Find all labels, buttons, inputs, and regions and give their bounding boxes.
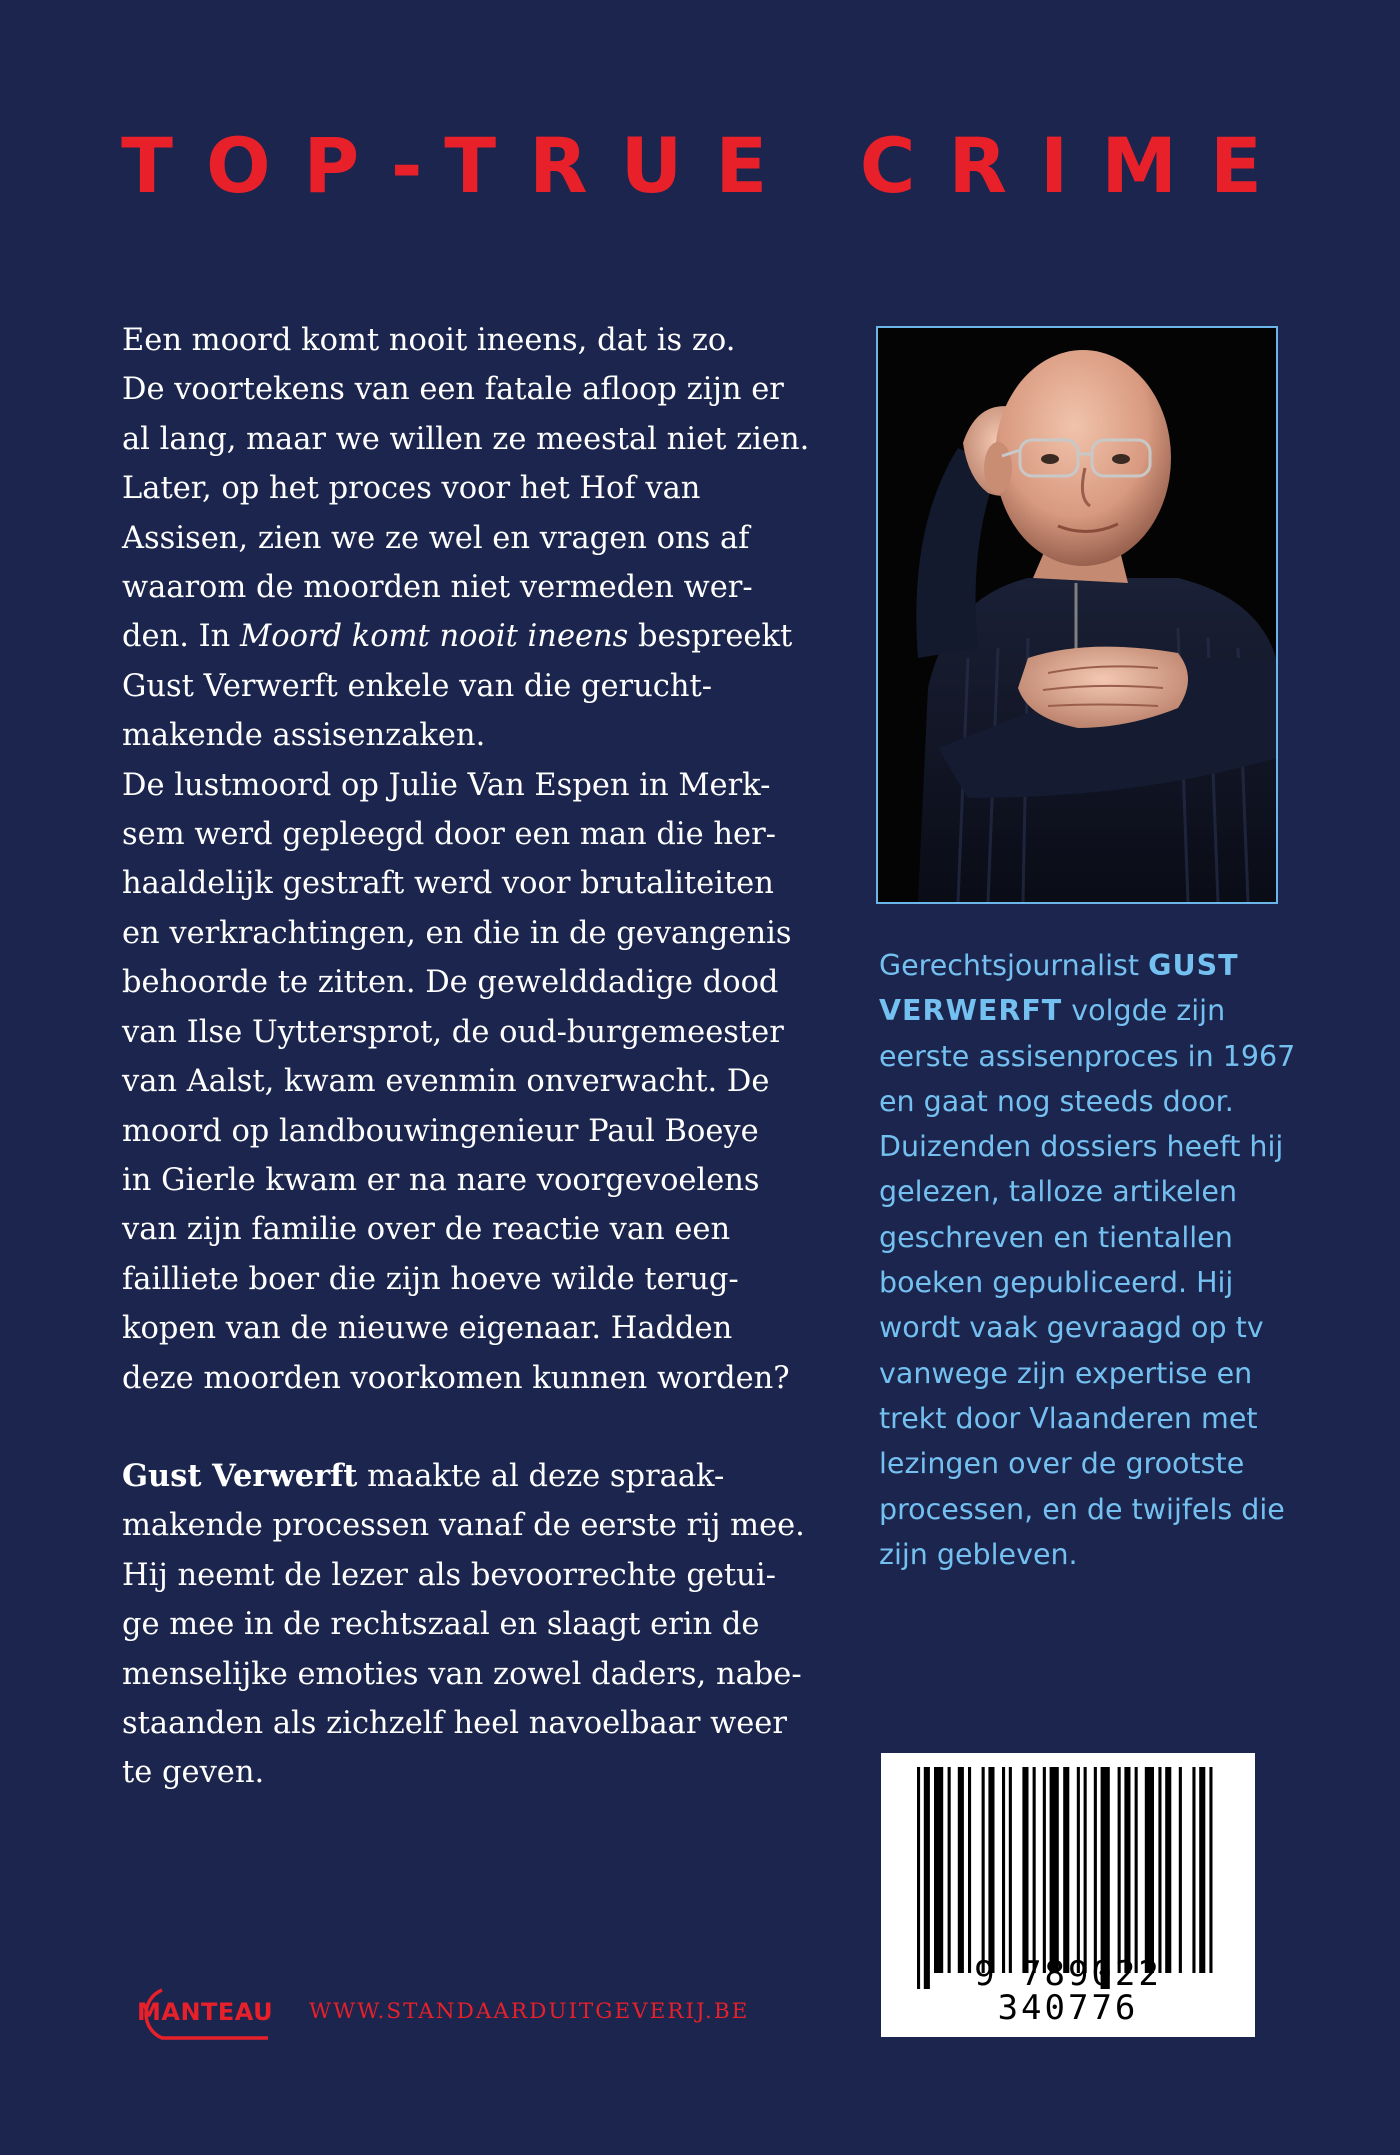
barcode-bar <box>1002 1767 1005 1973</box>
blurb-line: Gust Verwerft enkele van die gerucht- <box>122 668 713 704</box>
barcode-bar <box>958 1767 964 1973</box>
blurb-line: haaldelijk gestraft werd voor brutaliteiten <box>122 866 774 902</box>
barcode-bar <box>1145 1767 1154 1973</box>
barcode-bar <box>1050 1767 1059 1973</box>
bio-author-name: VERWERFT <box>879 994 1063 1028</box>
blurb-line: staanden als zichzelf heel navoelbaar weer <box>122 1705 787 1741</box>
blurb-line: behoorde te zitten. De gewelddadige dood <box>122 965 779 1001</box>
blurb-line: van Ilse Uyttersprot, de oud-burgemeester <box>122 1014 784 1050</box>
bio-line: Duizenden dossiers heeft hij <box>879 1130 1284 1164</box>
publisher-name: MANTEAU <box>137 1998 274 2026</box>
blurb-line: bespreekt <box>628 619 793 655</box>
author-bio <box>879 943 1299 1577</box>
barcode-bar <box>1084 1767 1087 1973</box>
barcode-bar <box>1118 1767 1121 1973</box>
bio-line: zijn gebleven. <box>879 1537 1078 1571</box>
barcode-bar <box>948 1767 951 1973</box>
blurb-paragraph-1 <box>122 316 822 761</box>
bio-line: volgde zijn <box>1062 994 1226 1028</box>
bio-line: eerste assisenproces in 1967 <box>879 1039 1296 1073</box>
paragraph-gap <box>122 1403 822 1452</box>
blurb-line: en verkrachtingen, en die in de gevangenis <box>122 915 792 951</box>
barcode-bar <box>1033 1767 1036 1973</box>
publisher-website[interactable]: WWW.STANDAARDUITGEVERIJ.BE <box>309 1999 750 2024</box>
blurb-line: ge mee in de rechtszaal en slaagt erin de <box>122 1607 760 1643</box>
blurb-line: waarom de moorden niet vermeden wer- <box>122 570 753 606</box>
author-photo <box>876 326 1278 904</box>
author-portrait-photo-icon <box>878 328 1276 902</box>
blurb-line: maakte al deze spraak- <box>357 1458 725 1494</box>
bio-line: boeken gepubliceerd. Hij <box>879 1266 1234 1300</box>
barcode-bar <box>968 1767 971 1973</box>
blurb-line: kopen van de nieuwe eigenaar. Hadden <box>122 1311 733 1347</box>
barcode-bar <box>1135 1767 1138 1973</box>
barcode-bar <box>924 1767 930 1989</box>
blurb-text <box>122 316 822 1798</box>
barcode-bar <box>934 1767 943 1973</box>
author-name-bold: Gust Verwerft <box>122 1457 358 1494</box>
bio-line: processen, en de twijfels die <box>879 1492 1285 1526</box>
blurb-line: makende assisenzaken. <box>122 718 486 754</box>
bio-line: trekt door Vlaanderen met <box>879 1401 1258 1435</box>
bio-line: Gerechtsjournalist <box>879 949 1149 982</box>
blurb-line: deze moorden voorkomen kunnen worden? <box>122 1360 790 1396</box>
barcode-bar <box>1158 1767 1161 1973</box>
blurb-line: Later, op het proces voor het Hof van <box>122 471 701 507</box>
blurb-line: al lang, maar we willen ze meestal niet zien. <box>122 421 810 457</box>
bio-line: wordt vaak gevraagd op tv <box>879 1311 1264 1345</box>
barcode-bar <box>1077 1767 1080 1973</box>
blurb-line: menselijke emoties van zowel daders, nabe- <box>122 1656 802 1692</box>
blurb-line: Een moord komt nooit ineens, dat is zo. <box>122 323 736 358</box>
bio-line: geschreven en tientallen <box>879 1220 1233 1254</box>
series-title: TOP-TRUE CRIME <box>121 121 1295 210</box>
blurb-paragraph-2 <box>122 761 822 1403</box>
blurb-line: van Aalst, kwam evenmin onverwacht. De <box>122 1064 770 1100</box>
blurb-line: Assisen, zien we ze wel en vragen ons af <box>122 520 750 556</box>
blurb-line: De lustmoord op Julie Van Espen in Merk- <box>122 767 771 803</box>
barcode-bar <box>1094 1767 1097 1973</box>
barcode-bar <box>1063 1767 1069 1973</box>
barcode-bar <box>1022 1767 1028 1973</box>
barcode-bar <box>1043 1767 1046 1973</box>
barcode-bar <box>1209 1767 1212 1973</box>
blurb-line: makende processen vanaf de eerste rij mee. <box>122 1508 805 1544</box>
blurb-line: in Gierle kwam er na nare voorgevoelens <box>122 1162 760 1198</box>
barcode-bar <box>1165 1767 1171 1973</box>
blurb-line: van zijn familie over de reactie van een <box>122 1212 731 1248</box>
isbn-barcode <box>881 1753 1255 2037</box>
barcode-bar <box>1009 1767 1012 1973</box>
barcode-bar <box>917 1767 920 1989</box>
bio-line: vanwege zijn expertise en <box>879 1356 1253 1390</box>
barcode-bar <box>1199 1767 1205 1973</box>
bio-line: gelezen, talloze artikelen <box>879 1175 1238 1209</box>
barcode-bar <box>988 1767 994 1973</box>
blurb-line: Hij neemt de lezer als bevoorrechte getui- <box>122 1557 776 1593</box>
blurb-line: De voortekens van een fatale afloop zijn er <box>122 372 784 408</box>
blurb-line: failliete boer die zijn hoeve wilde terug- <box>122 1261 739 1297</box>
blurb-line: den. In <box>122 619 240 655</box>
blurb-line: te geven. <box>122 1755 265 1791</box>
bio-line: lezingen over de grootste <box>879 1447 1245 1481</box>
book-title: Moord komt nooit ineens <box>240 619 629 655</box>
barcode-bar <box>1192 1767 1195 1973</box>
blurb-paragraph-3 <box>122 1452 822 1798</box>
isbn-number: 9 789022 340776 <box>974 1954 1162 2028</box>
barcode-bar <box>1124 1767 1130 1973</box>
barcode-bar <box>1179 1767 1182 1973</box>
barcode-bar <box>982 1767 985 1973</box>
bio-line: en gaat nog steeds door. <box>879 1084 1234 1118</box>
bio-author-name: GUST <box>1148 949 1239 982</box>
blurb-line: moord op landbouwingenieur Paul Boeye <box>122 1113 759 1149</box>
blurb-line: sem werd gepleegd door een man die her- <box>122 817 776 853</box>
